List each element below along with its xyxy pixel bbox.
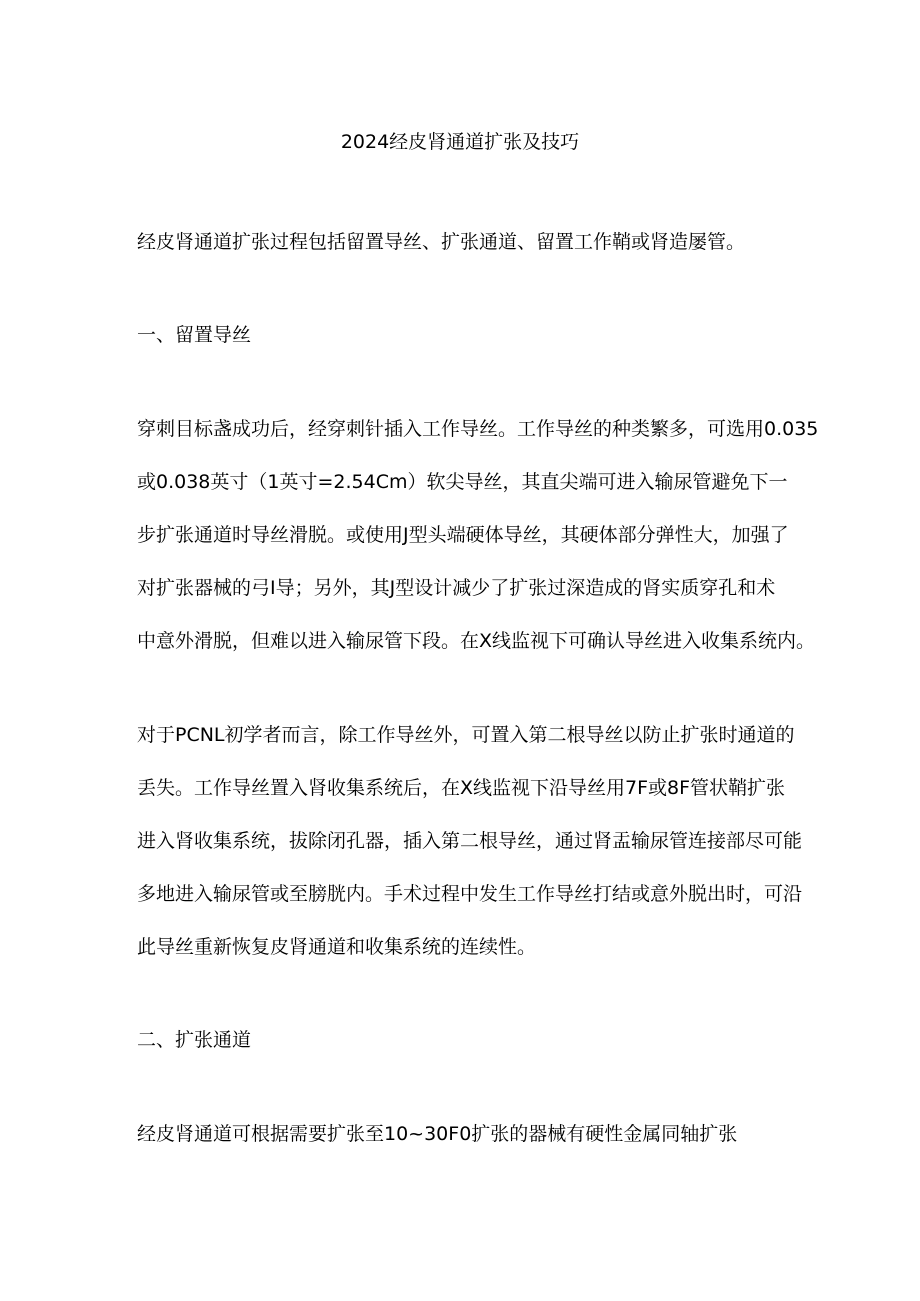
paragraph-line: 穿刺目标盏成功后，经穿刺针插入工作导丝。工作导丝的种类繁多，可选用0.035 xyxy=(137,418,819,440)
paragraph-line: 多地进入输尿管或至膀胱内。手术过程中发生工作导丝打结或意外脱出时，可沿 xyxy=(137,883,803,905)
paragraph-line: 中意外滑脱，但难以进入输尿管下段。在X线监视下可确认导丝进入收集系统内。 xyxy=(137,630,816,652)
intro-paragraph: 经皮肾通道扩张过程包括留置导丝、扩张通道、留置工作鞘或肾造屡管。 xyxy=(137,231,746,253)
paragraph-line: 丢失。工作导丝置入肾收集系统后，在X线监视下沿导丝用7F或8F管状鞘扩张 xyxy=(137,777,786,799)
paragraph-line: 对扩张器械的弓I导；另外，其J型设计减少了扩张过深造成的肾实质穿孔和术 xyxy=(137,577,776,599)
section-heading-guidewire: 一、留置导丝 xyxy=(137,324,252,346)
paragraph-line: 或0.038英寸（1英寸=2.54Cm）软尖导丝，其直尖端可进入输尿管避免下一 xyxy=(137,471,788,493)
paragraph-line: 对于PCNL初学者而言，除工作导丝外，可置入第二根导丝以防止扩张时通道的 xyxy=(137,724,795,746)
paragraph-line: 步扩张通道时导丝滑脱。或使用J型头端硬体导丝，其硬体部分弹性大，加强了 xyxy=(137,524,789,546)
paragraph-line: 此导丝重新恢复皮肾通道和收集系统的连续性。 xyxy=(137,936,537,958)
document-title: 2024经皮肾通道扩张及技巧 xyxy=(340,131,580,153)
section-heading-dilation: 二、扩张通道 xyxy=(137,1029,252,1051)
paragraph-line: 经皮肾通道可根据需要扩张至10~30F0扩张的器械有硬性金属同轴扩张 xyxy=(137,1123,738,1145)
paragraph-line: 进入肾收集系统，拔除闭孔器，插入第二根导丝，通过肾盂输尿管连接部尽可能 xyxy=(137,830,803,852)
